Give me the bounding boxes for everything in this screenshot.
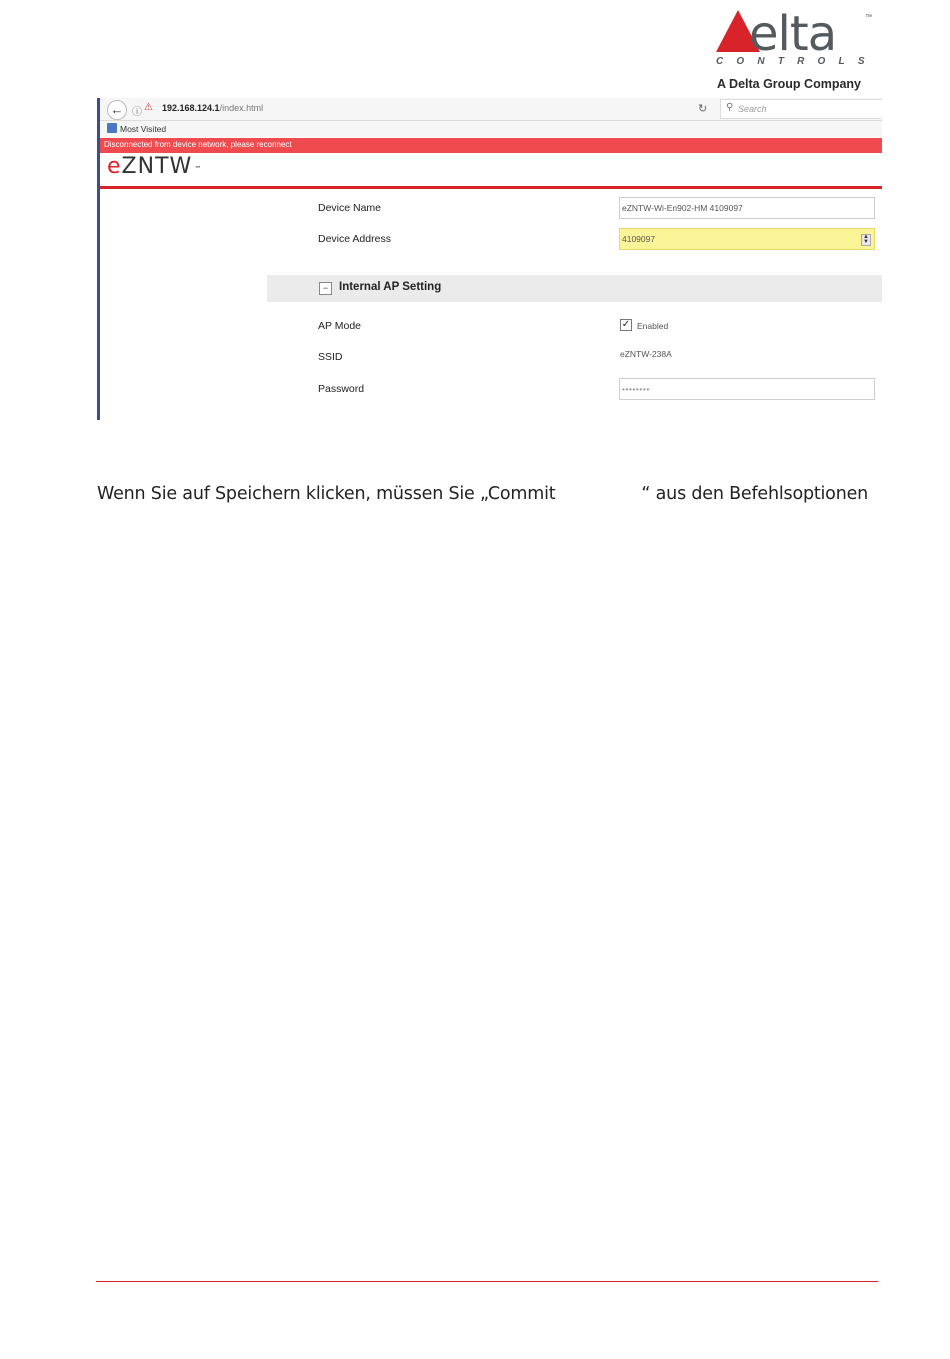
logo-subtitle: CONTROLS (716, 56, 878, 67)
password-label: Password (318, 383, 365, 395)
search-icon: ⚲ (726, 102, 734, 113)
device-name-field[interactable] (619, 197, 875, 219)
bookmarks-bar (100, 121, 882, 137)
search-placeholder: Search (738, 104, 767, 114)
reload-icon[interactable]: ↻ (698, 103, 708, 115)
title-divider (100, 186, 882, 189)
alert-text: Disconnected from device network, please reconnect (104, 140, 292, 149)
device-address-label: Device Address (318, 233, 391, 245)
ssid-value: eZNTW-238A (620, 349, 672, 359)
logo-trademark: ™ (865, 14, 872, 21)
app-title-tm: ™ (194, 165, 203, 173)
bookmark-folder-icon (107, 123, 117, 133)
device-address-value: 4109097 (622, 234, 656, 244)
browser-toolbar (100, 98, 882, 121)
instruction-text-end: “ aus den Befehlsoptionen (641, 484, 869, 504)
password-value: •••••••• (622, 384, 650, 394)
app-title-e: e (107, 154, 122, 179)
app-title-main: ZNTW (121, 154, 193, 179)
ap-mode-label: AP Mode (318, 320, 361, 332)
number-spinner-icon[interactable]: ▲ ▼ (861, 234, 871, 246)
insecure-lock-icon[interactable]: ⚠ (144, 102, 153, 113)
delta-controls-logo (712, 8, 882, 96)
logo-tagline: A Delta Group Company (717, 77, 861, 91)
app-title (107, 154, 202, 180)
collapse-icon[interactable]: − (319, 282, 332, 295)
device-name-label: Device Name (318, 202, 382, 214)
ap-mode-enabled-label: Enabled (637, 321, 669, 331)
device-config-screenshot (97, 98, 882, 420)
url-host: 192.168.124.1 (162, 103, 220, 113)
password-field[interactable] (619, 378, 875, 400)
device-address-field[interactable] (619, 228, 875, 250)
ssid-label: SSID (318, 351, 343, 363)
section-title: Internal AP Setting (339, 281, 442, 293)
footer-divider (96, 1281, 878, 1282)
info-icon[interactable]: ⓘ (132, 107, 142, 118)
instruction-paragraph (97, 484, 887, 504)
url-path: /index.html (219, 103, 264, 113)
search-input[interactable] (720, 99, 882, 119)
logo-wordmark: elta (749, 6, 837, 62)
back-arrow-icon[interactable]: ← (107, 100, 127, 120)
device-name-value: eZNTW-Wi-En902-HM 4109097 (622, 203, 743, 213)
instruction-text-start: Wenn Sie auf Speichern klicken, müssen Sie „Commit (97, 484, 556, 504)
ap-mode-checkbox[interactable]: ✓ (621, 319, 631, 330)
alert-banner (100, 138, 882, 153)
address-bar[interactable] (162, 103, 263, 113)
internal-ap-section-header[interactable] (267, 275, 882, 302)
bookmark-most-visited[interactable]: Most Visited (120, 124, 167, 134)
